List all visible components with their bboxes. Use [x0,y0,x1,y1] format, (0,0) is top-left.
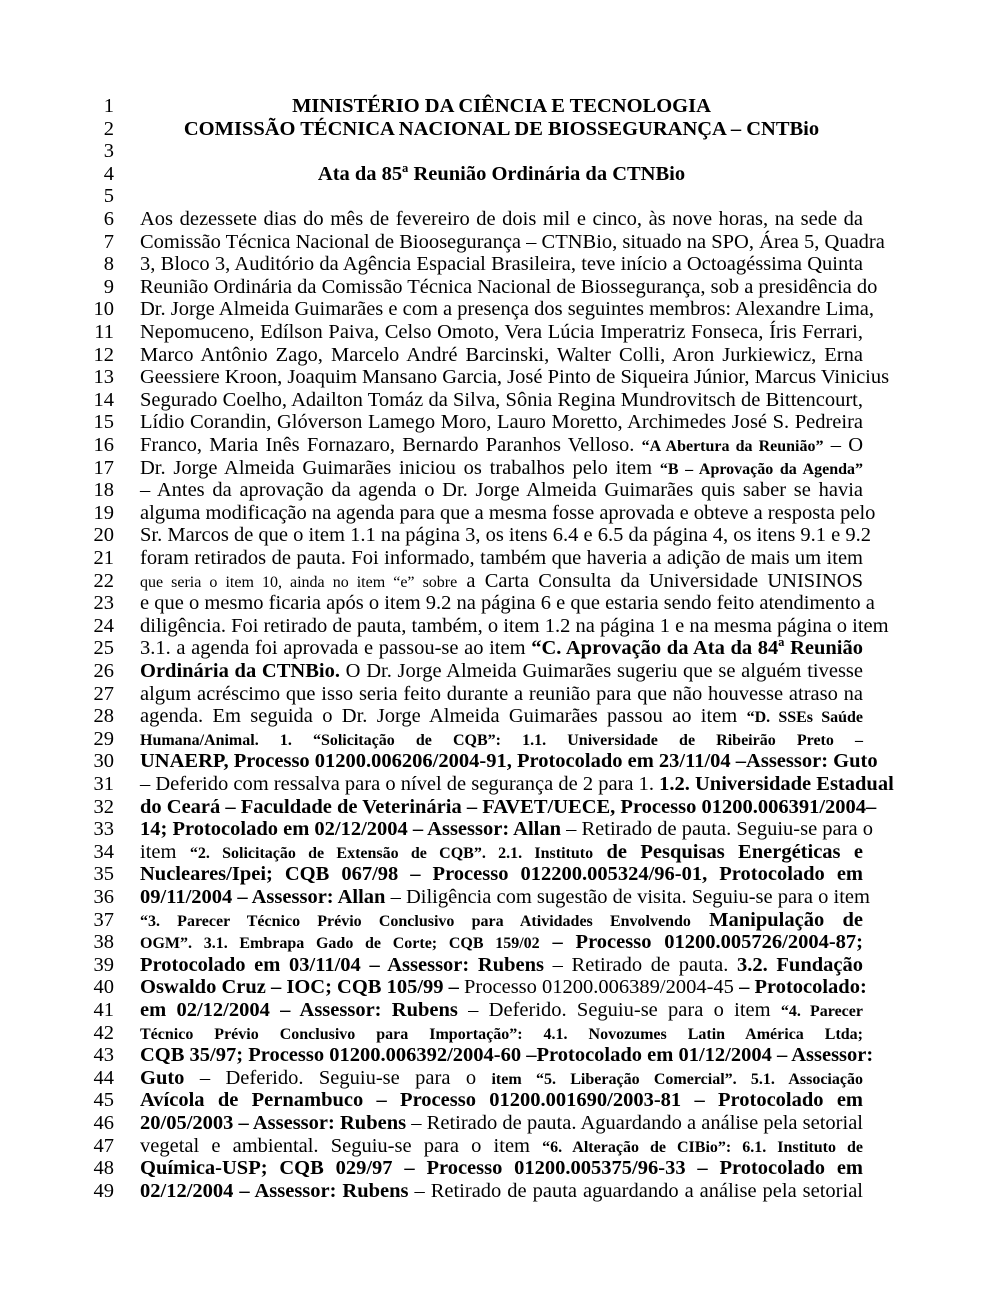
text-line [140,1135,863,1158]
text-segment: – Retirado de pauta. [543,953,737,976]
text-line [140,931,863,954]
text-segment: diligência. Foi retirado de pauta, também, o item 1.2 na página 1 e na mesma página o item [140,614,889,637]
line-number: 37 [93,908,114,931]
line-number: 32 [93,795,114,818]
line-number: 40 [93,976,114,999]
text-line [140,818,873,841]
text-line [140,524,872,547]
text-line [140,411,863,434]
line-number: 4 [103,162,114,185]
text-segment: Técnico Prévio Conclusivo para Importação”: 4.1. Novozumes Latin América Ltda; [140,1025,863,1043]
text-line [140,750,878,773]
text-segment: “4. Parecer [780,1003,863,1020]
text-segment: item “5. Liberação Comercial”. 5.1. Associação [491,1070,863,1088]
text-line [140,1044,874,1067]
text-line [140,728,863,751]
text-segment: Dr. Jorge Almeida Guimarães iniciou os trabalhos pelo item [140,456,660,479]
text-line [140,863,863,886]
text-segment: Nepomuceno, Edílson Paiva, Celso Omoto, Vera Lúcia Imperatriz Fonseca, Íris Ferrari, [140,321,863,343]
heading-line [140,95,863,118]
text-line [140,570,863,593]
text-segment: Ata da 85ª Reunião Ordinária da CTNBio [317,162,686,185]
text-segment: Geessiere Kroon, Joaquim Mansano Garcia, José Pinto de Siqueira Júnior, Marcus Vinicius [140,366,890,389]
text-segment: – Deferido. Seguiu-se para o [184,1066,492,1089]
line-number: 5 [103,185,114,208]
line-number: 20 [93,524,114,547]
text-segment: O Dr. Jorge Almeida Guimarães sugeriu que se alguém tivesse [339,660,864,682]
text-segment: Protocolado em 03/11/04 – Assessor: Rubens [140,953,544,976]
text-segment: – Antes da aprovação da agenda o Dr. Jorge Almeida Guimarães quis saber se havia [140,479,863,502]
text-segment: – O [823,434,863,456]
text-line [140,321,863,344]
text-segment: OGM”. 3.1. Embrapa Gado de Corte; CQB 159/02 [140,935,540,953]
text-line [140,795,877,819]
text-segment: Dr. Jorge Almeida Guimarães e com a presença dos seguintes membros: Alexandre Lima, [140,298,874,321]
line-number: 2 [103,117,114,140]
text-line [140,773,894,796]
line-number: 7 [103,230,114,253]
text-segment: 14; Protocolado em 02/12/2004 – Assessor: Allan [140,818,561,841]
text-segment: Reunião Ordinária da Comissão Técnica Nacional de Biossegurança, sob a presidência do [140,275,878,298]
text-line [140,999,863,1022]
heading-line [140,163,863,186]
text-segment: 20/05/2003 – Assessor: Rubens [140,1112,407,1134]
text-line [140,547,863,570]
line-number: 35 [93,863,114,886]
text-segment: Aos dezessete dias do mês de fevereiro de dois mil e cinco, às nove horas, na sede da [140,208,863,230]
text-segment: Avícola de Pernambuco – Processo 01200.001690/2003-81 – Protocolado em [140,1089,863,1112]
text-segment: e que o mesmo ficaria após o item 9.2 na página 6 e que estaria sendo feito atendimento a [140,592,875,615]
line-number: 34 [93,840,114,863]
text-segment: a Carta Consulta da Universidade UNISINOS [457,569,864,592]
line-number: 23 [93,592,114,615]
text-segment: Lídio Corandin, Glóverson Lamego Moro, Lauro Moretto, Archimedes José S. Pedreira [140,411,863,434]
line-number: 38 [93,931,114,954]
text-line [140,683,863,706]
text-segment: “A Abertura da Reunião” [641,438,824,455]
text-line [140,841,863,864]
line-number: 49 [93,1179,114,1202]
text-line [140,1089,863,1112]
text-segment: de Pesquisas Energéticas e [593,840,864,863]
text-segment: – Deferido com ressalva para o nível de segurança de 2 para 1. [140,773,660,795]
line-number: 15 [93,411,114,434]
text-line [140,976,867,999]
text-segment: agenda. Em seguida o Dr. Jorge Almeida Guimarães passou ao item [140,705,747,728]
text-line [140,185,863,208]
line-number: 31 [93,773,114,795]
line-number: 46 [93,1112,114,1134]
text-line [140,1180,863,1203]
text-segment: Guto [140,1066,185,1089]
text-segment: vegetal e ambiental. Seguiu-se para o item [140,1134,543,1157]
text-segment: Humana/Animal. 1. “Solicitação de CQB”: 1.1. Universidade de Ribeirão Preto – [140,731,863,749]
text-segment: 3.2. Fundação [737,953,863,976]
text-line [140,457,863,480]
text-line [140,886,870,909]
text-segment: que seria o item 10, ainda no item “e” sobre [140,573,458,591]
text-segment: COMISSÃO TÉCNICA NACIONAL DE BIOSSEGURANÇA – CNTBio [183,117,820,140]
text-line [140,909,863,932]
text-segment: Manipulação de [690,908,863,931]
text-line [140,389,863,412]
text-segment: – Diligência com sugestão de visita. Seguiu-se para o item [385,886,870,908]
line-number: 36 [93,886,114,908]
line-number: 26 [93,660,114,682]
text-segment: Nucleares/Ipei; CQB 067/98 – Processo 012200.005324/96-01, Protocolado em [140,863,863,886]
line-number: 33 [93,818,114,841]
text-line [140,592,875,615]
text-segment: do Ceará – Faculdade de Veterinária – FAVET/UECE, Processo 01200.006391/2004– [140,795,877,818]
line-number: 12 [93,343,114,366]
text-line [140,1112,863,1135]
text-segment: Segurado Coelho, Adailton Tomáz da Silva, Sônia Regina Mundrovitsch de Bittencourt, [140,388,863,411]
line-number: 14 [93,388,114,411]
text-segment: Franco, Maria Inês Fornazaro, Bernardo Paranhos Velloso. [140,434,642,456]
text-segment: foram retirados de pauta. Foi informado, também que haveria a adição de mais um item [140,547,863,569]
line-number: 1 [103,95,114,117]
text-segment: algum acréscimo que isso seria feito durante a reunião para que não houvesse atraso na [140,682,863,705]
line-number: 30 [93,750,114,773]
text-segment: – Deferido. Seguiu-se para o item [457,999,781,1021]
text-segment: Comissão Técnica Nacional de Bioosegurança – CTNBio, situado na SPO, Área 5, Quadra [140,230,885,253]
line-number: 45 [93,1089,114,1112]
text-segment: “B – Aprovação da Agenda” [659,460,864,478]
text-segment: “D. SSEs Saúde [746,709,864,727]
text-segment: Marco Antônio Zago, Marcelo André Barcinski, Walter Colli, Aron Jurkiewicz, Erna [140,343,863,366]
text-segment: MINISTÉRIO DA CIÊNCIA E TECNOLOGIA [292,95,711,117]
text-segment: “2. Solicitação de Extensão de CQB”. 2.1. Instituto [189,844,594,862]
text-line [140,230,885,254]
text-line [140,660,863,683]
text-segment: 3, Bloco 3, Auditório da Agência Espacial Brasileira, teve início a Octoagéssima Quinta [140,253,863,276]
text-line [140,1157,863,1180]
line-number: 17 [93,456,114,479]
text-segment: item [140,840,190,863]
text-segment: Ordinária da CTNBio. [140,660,340,682]
line-number: 8 [103,253,114,276]
text-segment: – Retirado de pauta aguardando a análise pela setorial [408,1179,863,1202]
line-number: 27 [93,682,114,705]
text-line [140,614,889,638]
heading-line [140,118,863,141]
text-line [140,1067,863,1090]
text-line [140,344,863,367]
line-number: 25 [93,637,114,660]
line-number: 6 [103,208,114,230]
text-segment: 3.1. a agenda foi aprovada e passou-se ao item [140,637,532,660]
line-number: 42 [93,1021,114,1044]
text-segment: 09/11/2004 – Assessor: Allan [140,886,386,908]
text-segment: “6. Alteração de CIBio”: 6.1. Instituto de [542,1138,863,1156]
text-line [140,366,890,389]
text-line [140,954,863,977]
text-segment: 02/12/2004 – Assessor: Rubens [140,1179,409,1202]
text-segment: – Retirado de pauta. Aguardando a análise pela setorial [406,1112,863,1134]
text-segment: alguma modificação na agenda para que a mesma fosse aprovada e obteve a resposta pelo [140,501,876,524]
text-line [140,298,874,321]
line-number: 28 [93,705,114,728]
line-number: 47 [93,1134,114,1157]
line-number: 3 [103,140,114,163]
line-number: 48 [93,1157,114,1180]
text-line [140,434,863,457]
text-segment: Química-USP; CQB 029/97 – Processo 01200.005375/96-33 – Protocolado em [140,1157,863,1180]
text-segment: – Protocolado: [733,976,867,999]
text-segment: Sr. Marcos de que o item 1.1 na página 3, os itens 6.4 e 6.5 da página 4, os itens 9.1 e 9.2 [140,524,872,547]
text-line [140,637,863,660]
text-segment: “C. Aprovação da Ata da 84ª Reunião [531,637,863,660]
text-segment: CQB 35/97; Processo 01200.006392/2004-60 –Protocolado em 01/12/2004 – Assessor: [140,1044,874,1067]
text-segment: em 02/12/2004 – Assessor: Rubens [140,999,458,1021]
text-line [140,208,863,231]
line-number: 43 [93,1044,114,1067]
text-line [140,140,863,163]
line-number: 16 [93,434,114,456]
line-number: 41 [93,999,114,1021]
line-number: 24 [93,614,114,637]
line-number: 21 [93,547,114,569]
line-number: 19 [93,501,114,524]
line-number: 11 [94,321,114,343]
text-line [140,705,863,728]
text-line [140,1022,863,1045]
text-line [140,501,876,525]
text-line [140,479,863,502]
text-segment: – Processo 01200.005726/2004-87; [539,931,863,954]
line-number: 29 [93,727,114,750]
text-segment: – Retirado de pauta. Seguiu-se para o [561,818,873,841]
line-number: 13 [93,366,114,389]
line-number: 10 [93,298,114,321]
text-segment: Processo 01200.006389/2004-45 [464,976,734,999]
line-number: 18 [93,479,114,502]
text-line [140,253,863,276]
line-number: 9 [103,275,114,298]
line-number: 39 [93,953,114,976]
line-number: 22 [93,569,114,592]
text-line [140,275,878,299]
text-segment: UNAERP, Processo 01200.006206/2004-91, Protocolado em 23/11/04 –Assessor: Guto [140,750,878,773]
text-segment: “3. Parecer Técnico Prévio Conclusivo para Atividades Envolvendo [140,912,691,930]
text-segment: 1.2. Universidade Estadual [659,773,894,795]
line-number: 44 [93,1066,114,1089]
text-segment: Oswaldo Cruz – IOC; CQB 105/99 – [140,976,465,999]
